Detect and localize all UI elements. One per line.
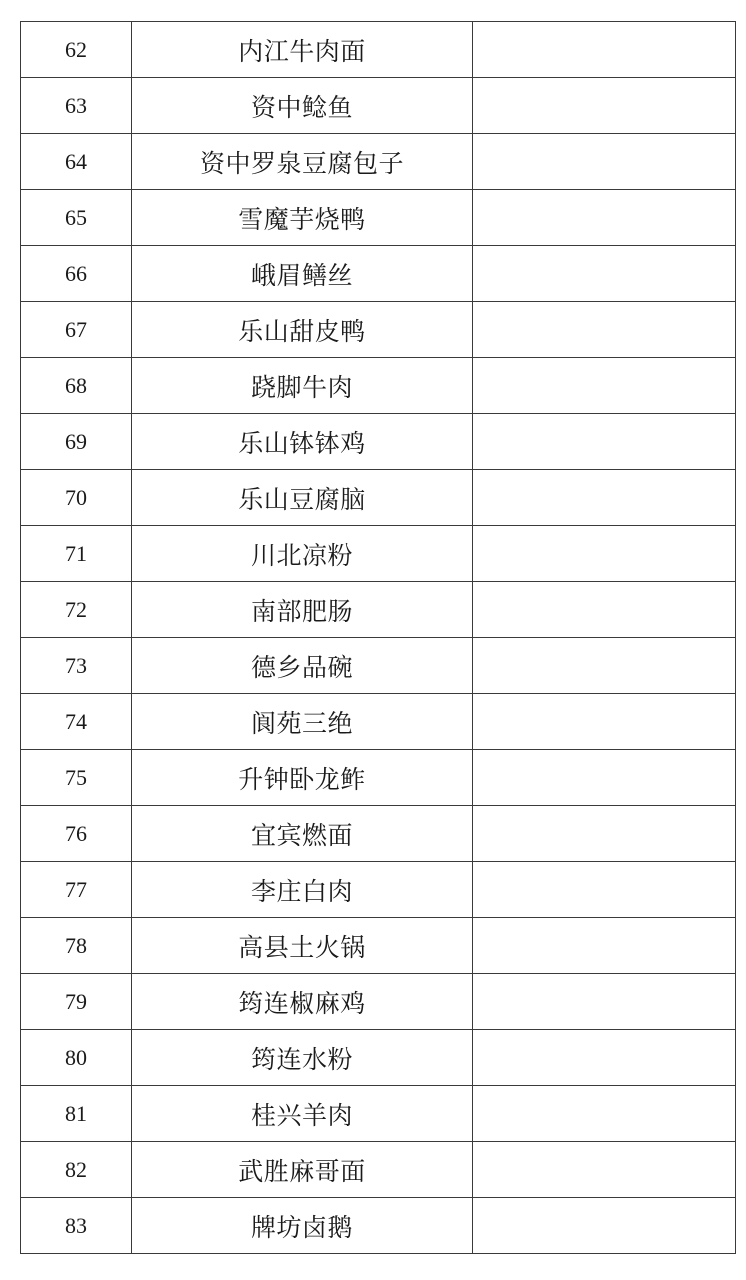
row-number-cell: 76 (21, 806, 132, 862)
empty-cell (473, 750, 736, 806)
table-row (21, 358, 736, 414)
row-number-cell: 62 (21, 22, 132, 78)
empty-cell (473, 582, 736, 638)
empty-cell (473, 862, 736, 918)
table-row (21, 190, 736, 246)
table-row (21, 1142, 736, 1198)
table-row (21, 750, 736, 806)
row-number-cell: 75 (21, 750, 132, 806)
table-row (21, 526, 736, 582)
empty-cell (473, 1086, 736, 1142)
empty-cell (473, 1030, 736, 1086)
row-number-cell: 81 (21, 1086, 132, 1142)
dish-name-cell: 桂兴羊肉 (132, 1086, 473, 1142)
row-number-cell: 83 (21, 1198, 132, 1254)
dish-name-cell: 筠连水粉 (132, 1030, 473, 1086)
row-number-cell: 77 (21, 862, 132, 918)
empty-cell (473, 22, 736, 78)
table-row (21, 1086, 736, 1142)
empty-cell (473, 526, 736, 582)
empty-cell (473, 694, 736, 750)
row-number-cell: 66 (21, 246, 132, 302)
row-number-cell: 74 (21, 694, 132, 750)
dish-name-cell: 德乡品碗 (132, 638, 473, 694)
row-number-cell: 68 (21, 358, 132, 414)
dish-table-body (21, 22, 736, 1254)
dish-name-cell: 李庄白肉 (132, 862, 473, 918)
row-number-cell: 79 (21, 974, 132, 1030)
table-row (21, 638, 736, 694)
dish-name-cell: 资中鲶鱼 (132, 78, 473, 134)
empty-cell (473, 358, 736, 414)
row-number-cell: 80 (21, 1030, 132, 1086)
empty-cell (473, 918, 736, 974)
table-row (21, 918, 736, 974)
dish-name-cell: 南部肥肠 (132, 582, 473, 638)
table-row (21, 582, 736, 638)
table-row (21, 974, 736, 1030)
row-number-cell: 82 (21, 1142, 132, 1198)
table-row (21, 414, 736, 470)
empty-cell (473, 414, 736, 470)
empty-cell (473, 134, 736, 190)
empty-cell (473, 302, 736, 358)
row-number-cell: 73 (21, 638, 132, 694)
row-number-cell: 69 (21, 414, 132, 470)
dish-name-cell: 筠连椒麻鸡 (132, 974, 473, 1030)
dish-name-cell: 乐山钵钵鸡 (132, 414, 473, 470)
table-row (21, 302, 736, 358)
empty-cell (473, 246, 736, 302)
row-number-cell: 72 (21, 582, 132, 638)
dish-name-cell: 雪魔芋烧鸭 (132, 190, 473, 246)
row-number-cell: 63 (21, 78, 132, 134)
dish-name-cell: 阆苑三绝 (132, 694, 473, 750)
empty-cell (473, 1198, 736, 1254)
table-row (21, 862, 736, 918)
dish-table (20, 21, 736, 1254)
dish-table-container (20, 21, 734, 1254)
dish-name-cell: 川北凉粉 (132, 526, 473, 582)
empty-cell (473, 974, 736, 1030)
dish-name-cell: 宜宾燃面 (132, 806, 473, 862)
table-row (21, 246, 736, 302)
dish-name-cell: 牌坊卤鹅 (132, 1198, 473, 1254)
row-number-cell: 64 (21, 134, 132, 190)
empty-cell (473, 1142, 736, 1198)
dish-name-cell: 乐山甜皮鸭 (132, 302, 473, 358)
table-row (21, 806, 736, 862)
dish-name-cell: 武胜麻哥面 (132, 1142, 473, 1198)
row-number-cell: 70 (21, 470, 132, 526)
dish-name-cell: 乐山豆腐脑 (132, 470, 473, 526)
table-row (21, 1030, 736, 1086)
empty-cell (473, 190, 736, 246)
dish-name-cell: 内江牛肉面 (132, 22, 473, 78)
empty-cell (473, 806, 736, 862)
row-number-cell: 71 (21, 526, 132, 582)
empty-cell (473, 638, 736, 694)
empty-cell (473, 470, 736, 526)
table-row (21, 78, 736, 134)
row-number-cell: 65 (21, 190, 132, 246)
table-row (21, 470, 736, 526)
dish-name-cell: 高县土火锅 (132, 918, 473, 974)
row-number-cell: 78 (21, 918, 132, 974)
dish-name-cell: 资中罗泉豆腐包子 (132, 134, 473, 190)
dish-name-cell: 峨眉鳝丝 (132, 246, 473, 302)
table-row (21, 694, 736, 750)
dish-name-cell: 跷脚牛肉 (132, 358, 473, 414)
empty-cell (473, 78, 736, 134)
table-row (21, 22, 736, 78)
table-row (21, 1198, 736, 1254)
row-number-cell: 67 (21, 302, 132, 358)
dish-name-cell: 升钟卧龙鲊 (132, 750, 473, 806)
table-row (21, 134, 736, 190)
